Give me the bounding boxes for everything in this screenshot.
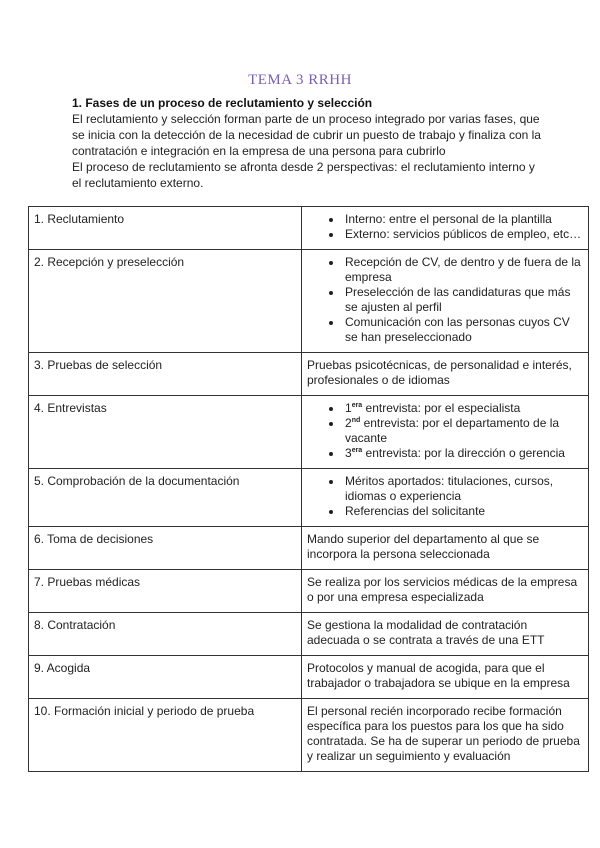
list-item: • Interno: entre el personal de la plantilla	[343, 212, 583, 227]
table-row	[29, 570, 589, 613]
ordinal-text: entrevista: por el departamento de la vacante	[345, 416, 560, 445]
table-row	[29, 699, 589, 772]
bullet-list	[307, 401, 583, 461]
ordinal-number: 3	[345, 446, 352, 460]
phase-cell: 7. Pruebas médicas	[29, 570, 302, 613]
list-item: • Externo: servicios públicos de empleo, etc…	[343, 227, 583, 242]
bullet-list	[307, 255, 583, 345]
list-item: • Recepción de CV, de dentro y de fuera de la empresa	[343, 255, 583, 285]
ordinal-number: 2	[345, 416, 352, 430]
phases-table	[28, 206, 589, 772]
section-heading: 1. Fases de un proceso de reclutamiento y selección	[72, 96, 373, 110]
description-cell: Se gestiona la modalidad de contratación adecuada o se contrata a través de una ETT	[302, 613, 589, 656]
intro-paragraph: El reclutamiento y selección forman parte de un proceso integrado por varias fases, que se inicia con la detección de la necesidad de cubrir un puesto de trabajo y finaliza con la contratación e integración en la empresa de una persona para cubrirlo	[72, 112, 541, 158]
description-cell: Se realiza por los servicios médicas de la empresa o por una empresa especializada	[302, 570, 589, 613]
list-item: • Referencias del solicitante	[343, 504, 583, 519]
list-item	[343, 446, 583, 461]
phase-cell: 3. Pruebas de selección	[29, 353, 302, 396]
table-row	[29, 207, 589, 250]
list-item: • Comunicación con las personas cuyos CV se han preseleccionado	[343, 315, 583, 345]
description-cell: Mando superior del departamento al que se incorpora la persona seleccionada	[302, 527, 589, 570]
phase-cell: 10. Formación inicial y periodo de prueba	[29, 699, 302, 772]
table-row	[29, 250, 589, 353]
phase-cell: 4. Entrevistas	[29, 396, 302, 469]
phase-cell: 2. Recepción y preselección	[29, 250, 302, 353]
list-item	[343, 401, 583, 416]
ordinal-suffix: nd	[351, 417, 361, 424]
table-row	[29, 396, 589, 469]
page-title: TEMA 3 RRHH	[248, 72, 352, 88]
phase-cell: 9. Acogida	[29, 656, 302, 699]
ordinal-text: entrevista: por el especialista	[362, 401, 521, 415]
table-row	[29, 353, 589, 396]
table-row	[29, 527, 589, 570]
description-cell: El personal recién incorporado recibe formación específica para los puestos para los que ha sido contratada. Se ha de superar un periodo de prueba y realizar un seguimiento y evaluación	[302, 699, 589, 772]
intro-section	[72, 95, 542, 191]
description-cell	[302, 250, 589, 353]
table-row	[29, 469, 589, 527]
description-cell	[302, 469, 589, 527]
phase-cell: 5. Comprobación de la documentación	[29, 469, 302, 527]
description-cell	[302, 207, 589, 250]
ordinal-text: entrevista: por la dirección o gerencia	[362, 446, 565, 460]
phase-cell: 6. Toma de decisiones	[29, 527, 302, 570]
list-item: • Méritos aportados: titulaciones, cursos, idiomas o experiencia	[343, 474, 583, 504]
table-row	[29, 613, 589, 656]
description-cell: Protocolos y manual de acogida, para que el trabajador o trabajadora se ubique en la empresa	[302, 656, 589, 699]
bullet-list	[307, 212, 583, 242]
list-item: • Preselección de las candidaturas que más se ajusten al perfil	[343, 285, 583, 315]
list-item	[343, 416, 583, 446]
description-cell	[302, 396, 589, 469]
ordinal-suffix: era	[351, 402, 363, 409]
phase-cell: 8. Contratación	[29, 613, 302, 656]
ordinal-number: 1	[345, 401, 352, 415]
phase-cell: 1. Reclutamiento	[29, 207, 302, 250]
bullet-list	[307, 474, 583, 519]
description-cell: Pruebas psicotécnicas, de personalidad e interés, profesionales o de idiomas	[302, 353, 589, 396]
ordinal-suffix: era	[351, 447, 363, 454]
table-row	[29, 656, 589, 699]
intro-paragraph: El proceso de reclutamiento se afronta desde 2 perspectivas: el reclutamiento interno y el reclutamiento externo.	[72, 160, 535, 190]
